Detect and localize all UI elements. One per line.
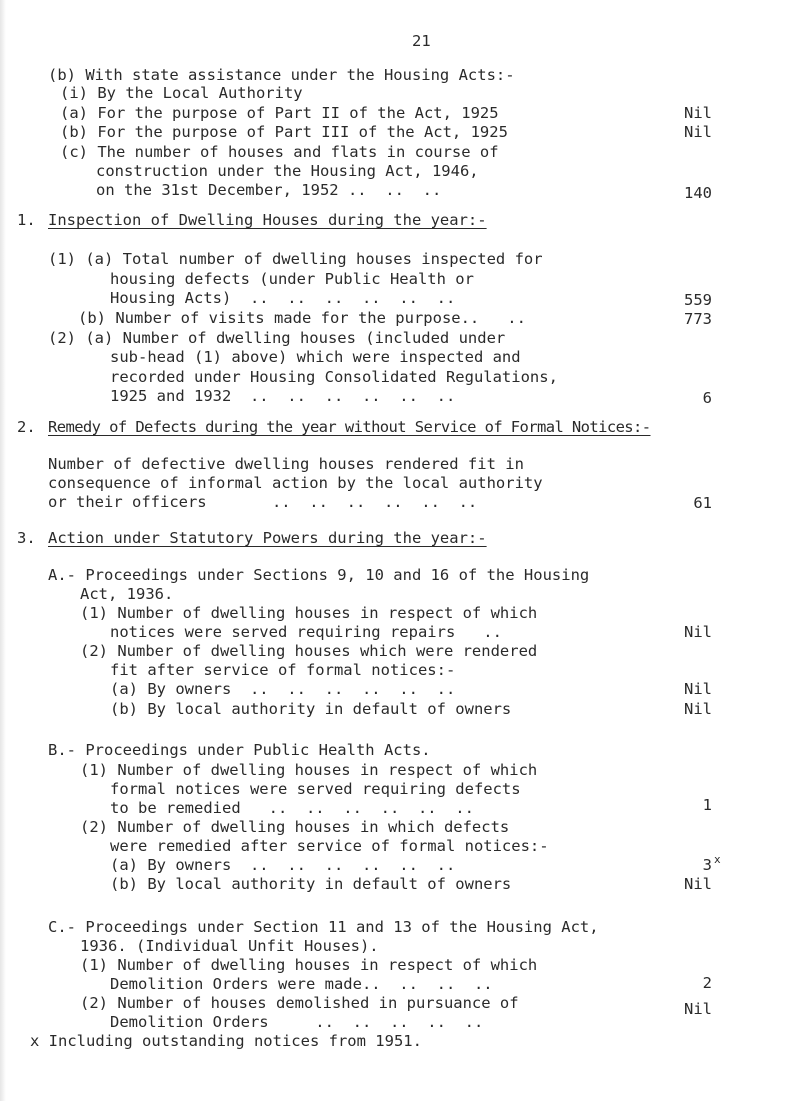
section-3c-line1: C.- Proceedings under Section 11 and 13 of the Housing Act, bbox=[48, 918, 599, 936]
section-3b-line1: B.- Proceedings under Public Health Acts. bbox=[48, 741, 431, 759]
section-1-item-1b-value: 773 bbox=[684, 310, 712, 328]
section-b-heading: (b) With state assistance under the Housing Acts:- bbox=[48, 66, 515, 84]
section-1-item-2a-line3: recorded under Housing Consolidated Regulations, bbox=[110, 368, 558, 386]
section-3b-item2-line1: (2) Number of dwelling houses in which defects bbox=[80, 818, 510, 836]
section-3b-item1-line1: (1) Number of dwelling houses in respect of which bbox=[80, 761, 538, 779]
section-1-item-1b: (b) Number of visits made for the purpose.. .. bbox=[78, 309, 526, 327]
section-1-item-2a-line2: sub-head (1) above) which were inspected and bbox=[110, 348, 521, 366]
section-2-line1: Number of defective dwelling houses rendered fit in bbox=[48, 455, 524, 473]
section-3a-line2: Act, 1936. bbox=[80, 585, 174, 603]
section-b-item-c-value: 140 bbox=[684, 184, 712, 202]
section-2-heading: Remedy of Defects during the year without Service of Formal Notices:- bbox=[48, 418, 651, 436]
section-2-line2: consequence of informal action by the local authority bbox=[48, 474, 543, 492]
section-3c-item2-value: Nil bbox=[684, 1000, 712, 1018]
section-3c-item2-line1: (2) Number of houses demolished in pursuance of bbox=[80, 994, 519, 1012]
section-3a-item2-line2: fit after service of formal notices:- bbox=[110, 661, 456, 679]
section-3a-item2a: (a) By owners .. .. .. .. .. .. bbox=[110, 680, 456, 698]
section-3b-item1-line2: formal notices were served requiring defects bbox=[110, 780, 521, 798]
section-3a-line1: A.- Proceedings under Sections 9, 10 and 16 of the Housing bbox=[48, 566, 590, 584]
section-3a-item1-value: Nil bbox=[684, 623, 712, 641]
section-b-item-c-line1: (c) The number of houses and flats in course of bbox=[60, 143, 499, 161]
section-b-item-a: (a) For the purpose of Part II of the Act, 1925 bbox=[60, 104, 499, 122]
section-3c-line2: 1936. (Individual Unfit Houses). bbox=[80, 937, 379, 955]
section-3c-item2-line2: Demolition Orders .. .. .. .. .. bbox=[110, 1013, 484, 1031]
section-3b-item2a: (a) By owners .. .. .. .. .. .. bbox=[110, 856, 456, 874]
section-b-item-a-value: Nil bbox=[684, 104, 712, 122]
section-1-item-1a-line1: (1) (a) Total number of dwelling houses inspected for bbox=[48, 250, 543, 268]
section-2-value: 61 bbox=[693, 494, 712, 512]
section-3a-item1-line2: notices were served requiring repairs .. bbox=[110, 623, 502, 641]
section-b-item-c-line3: on the 31st December, 1952 .. .. .. bbox=[96, 181, 442, 199]
section-1-item-1a-line3: Housing Acts) .. .. .. .. .. .. bbox=[110, 289, 456, 307]
page-edge-shadow bbox=[0, 0, 6, 1101]
section-b-item-b: (b) For the purpose of Part III of the Act, 1925 bbox=[60, 123, 508, 141]
section-3c-item1-line1: (1) Number of dwelling houses in respect of which bbox=[80, 956, 538, 974]
section-3b-item2b-value: Nil bbox=[684, 875, 712, 893]
section-3b-item1-value: 1 bbox=[702, 796, 712, 814]
section-3a-item2-line1: (2) Number of dwelling houses which were rendered bbox=[80, 642, 538, 660]
section-1-heading: Inspection of Dwelling Houses during the year:- bbox=[48, 211, 487, 229]
footnote-marker: x bbox=[714, 853, 721, 866]
section-3b-item2a-value: 3 bbox=[702, 856, 712, 874]
section-1-item-1a-line2: housing defects (under Public Health or bbox=[110, 270, 474, 288]
section-3a-item2b-value: Nil bbox=[684, 700, 712, 718]
section-3c-item1-line2: Demolition Orders were made.. .. .. .. bbox=[110, 975, 493, 993]
section-2-number: 2. bbox=[17, 418, 36, 436]
footnote: x Including outstanding notices from 1951. bbox=[30, 1032, 422, 1050]
section-3b-item2-line2: were remedied after service of formal notices:- bbox=[110, 837, 549, 855]
section-b-item-b-value: Nil bbox=[684, 123, 712, 141]
section-3b-item2b: (b) By local authority in default of owners bbox=[110, 875, 512, 893]
section-3a-item2a-value: Nil bbox=[684, 680, 712, 698]
section-3b-item1-line3: to be remedied .. .. .. .. .. .. bbox=[110, 799, 474, 817]
section-b-sub-i: (i) By the Local Authority bbox=[60, 84, 303, 102]
section-3a-item1-line1: (1) Number of dwelling houses in respect of which bbox=[80, 604, 538, 622]
section-3a-item2b: (b) By local authority in default of owners bbox=[110, 700, 512, 718]
section-3-number: 3. bbox=[17, 529, 36, 547]
section-1-item-2a-value: 6 bbox=[702, 389, 712, 407]
section-1-item-2a-line4: 1925 and 1932 .. .. .. .. .. .. bbox=[110, 387, 456, 405]
section-b-item-c-line2: construction under the Housing Act, 1946, bbox=[96, 162, 479, 180]
page-number: 21 bbox=[412, 32, 431, 50]
section-3c-item1-value: 2 bbox=[702, 974, 712, 992]
section-2-line3: or their officers .. .. .. .. .. .. bbox=[48, 493, 478, 511]
section-1-number: 1. bbox=[17, 211, 36, 229]
section-1-item-1a-value: 559 bbox=[684, 291, 712, 309]
section-3-heading: Action under Statutory Powers during the year:- bbox=[48, 529, 487, 547]
section-1-item-2a-line1: (2) (a) Number of dwelling houses (included under bbox=[48, 329, 506, 347]
